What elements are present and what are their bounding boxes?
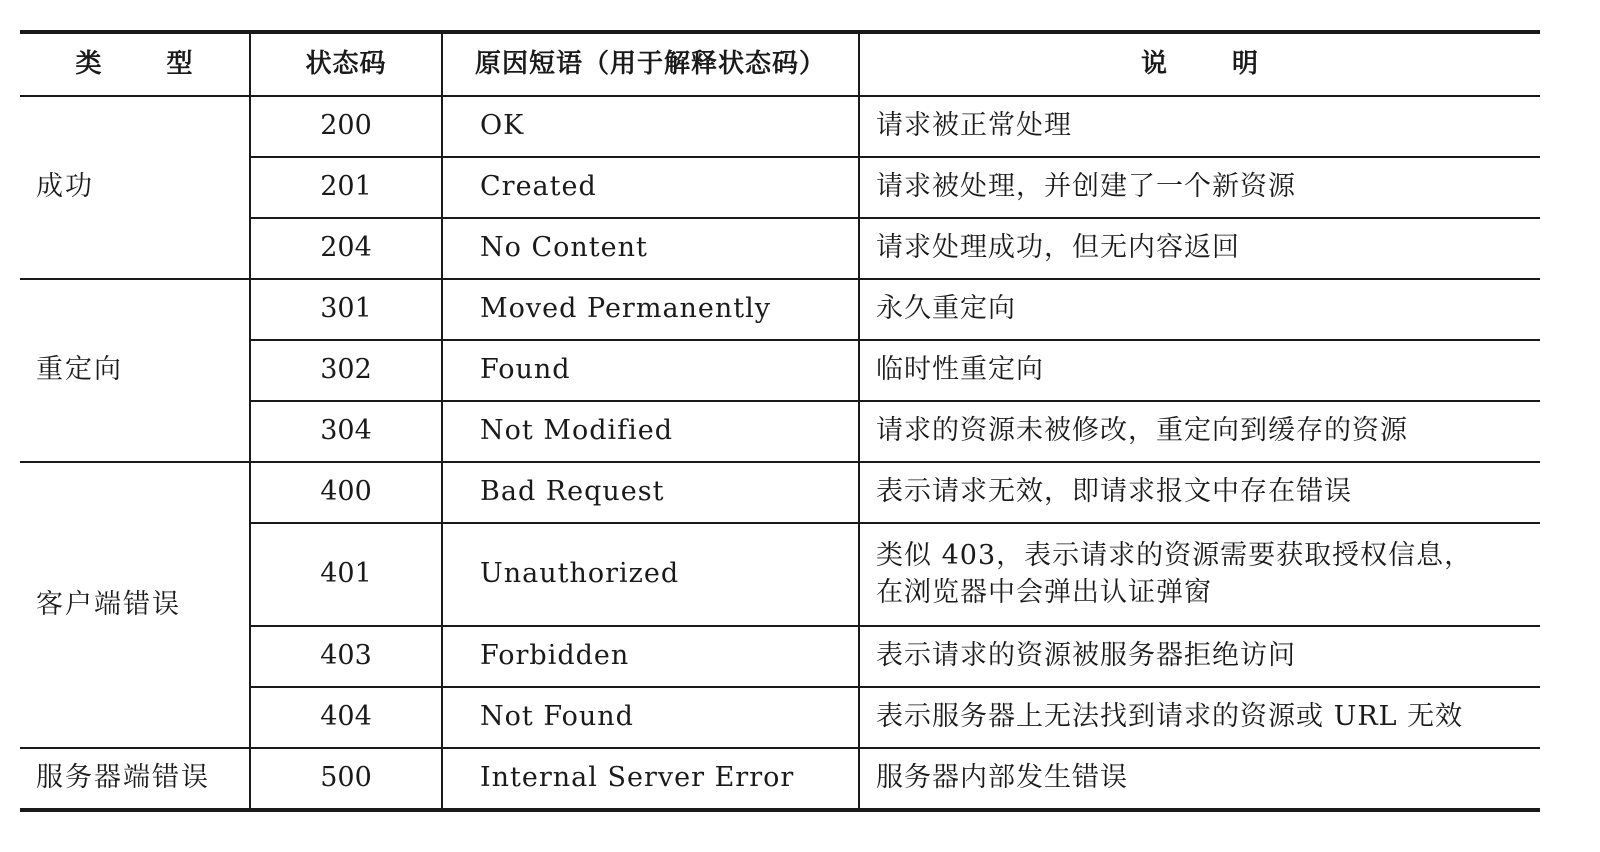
- group-type-redirect: 重定向: [20, 279, 250, 462]
- reason-phrase: Unauthorized: [442, 523, 859, 626]
- description: [859, 401, 1540, 462]
- description-line: 请求处理成功，但无内容返回: [876, 232, 1240, 264]
- header-description: [859, 32, 1540, 96]
- table-row: [20, 96, 1540, 157]
- description-line: 请求的资源未被修改，重定向到缓存的资源: [876, 415, 1408, 447]
- description: [859, 157, 1540, 218]
- header-description-char-2: 明: [1232, 48, 1260, 79]
- description-line: 请求被正常处理: [876, 110, 1072, 142]
- status-code: 302: [250, 340, 442, 401]
- reason-phrase: No Content: [442, 218, 859, 279]
- reason-phrase: Bad Request: [442, 462, 859, 523]
- description-line: 服务器内部发生错误: [876, 762, 1128, 794]
- description-line: 类似 403，表示请求的资源需要获取授权信息，: [876, 540, 1473, 572]
- description: [859, 96, 1540, 157]
- description: [859, 340, 1540, 401]
- description: [859, 687, 1540, 748]
- status-code-table: [20, 30, 1540, 812]
- description: [859, 462, 1540, 523]
- reason-phrase: Not Found: [442, 687, 859, 748]
- group-type-server-error: 服务器端错误: [20, 748, 250, 810]
- reason-phrase: OK: [442, 96, 859, 157]
- header-type-char-1: 类: [75, 48, 103, 79]
- header-type: [20, 32, 250, 96]
- header-row: [20, 32, 1540, 96]
- header-type-char-2: 型: [166, 48, 194, 79]
- status-code: 200: [250, 96, 442, 157]
- description-line: 表示请求的资源被服务器拒绝访问: [876, 640, 1296, 672]
- table-row: [20, 279, 1540, 340]
- reason-phrase: Moved Permanently: [442, 279, 859, 340]
- status-code: 403: [250, 626, 442, 687]
- status-code: 301: [250, 279, 442, 340]
- description-line: 请求被处理，并创建了一个新资源: [876, 171, 1296, 203]
- status-code: 204: [250, 218, 442, 279]
- description: [859, 279, 1540, 340]
- description: [859, 218, 1540, 279]
- description-line: 表示请求无效，即请求报文中存在错误: [876, 476, 1352, 508]
- description: [859, 523, 1540, 626]
- status-code: 500: [250, 748, 442, 810]
- description-line: 在浏览器中会弹出认证弹窗: [876, 576, 1212, 608]
- group-type-success: 成功: [20, 96, 250, 279]
- description-line: 永久重定向: [876, 293, 1016, 325]
- reason-phrase: Internal Server Error: [442, 748, 859, 810]
- table-row: [20, 748, 1540, 810]
- header-phrase: 原因短语（用于解释状态码）: [442, 32, 859, 96]
- status-code-table-container: [20, 30, 1540, 812]
- header-code: 状态码: [250, 32, 442, 96]
- status-code: 304: [250, 401, 442, 462]
- table-body: [20, 96, 1540, 810]
- description-line: 表示服务器上无法找到请求的资源或 URL 无效: [876, 701, 1464, 733]
- header-description-char-1: 说: [1140, 48, 1168, 79]
- description: [859, 748, 1540, 810]
- reason-phrase: Not Modified: [442, 401, 859, 462]
- status-code: 400: [250, 462, 442, 523]
- group-type-client-error: 客户端错误: [20, 462, 250, 748]
- table-header: [20, 32, 1540, 96]
- status-code: 201: [250, 157, 442, 218]
- description: [859, 626, 1540, 687]
- description-line: 临时性重定向: [876, 354, 1044, 386]
- table-row: [20, 462, 1540, 523]
- reason-phrase: Found: [442, 340, 859, 401]
- status-code: 401: [250, 523, 442, 626]
- reason-phrase: Created: [442, 157, 859, 218]
- status-code: 404: [250, 687, 442, 748]
- reason-phrase: Forbidden: [442, 626, 859, 687]
